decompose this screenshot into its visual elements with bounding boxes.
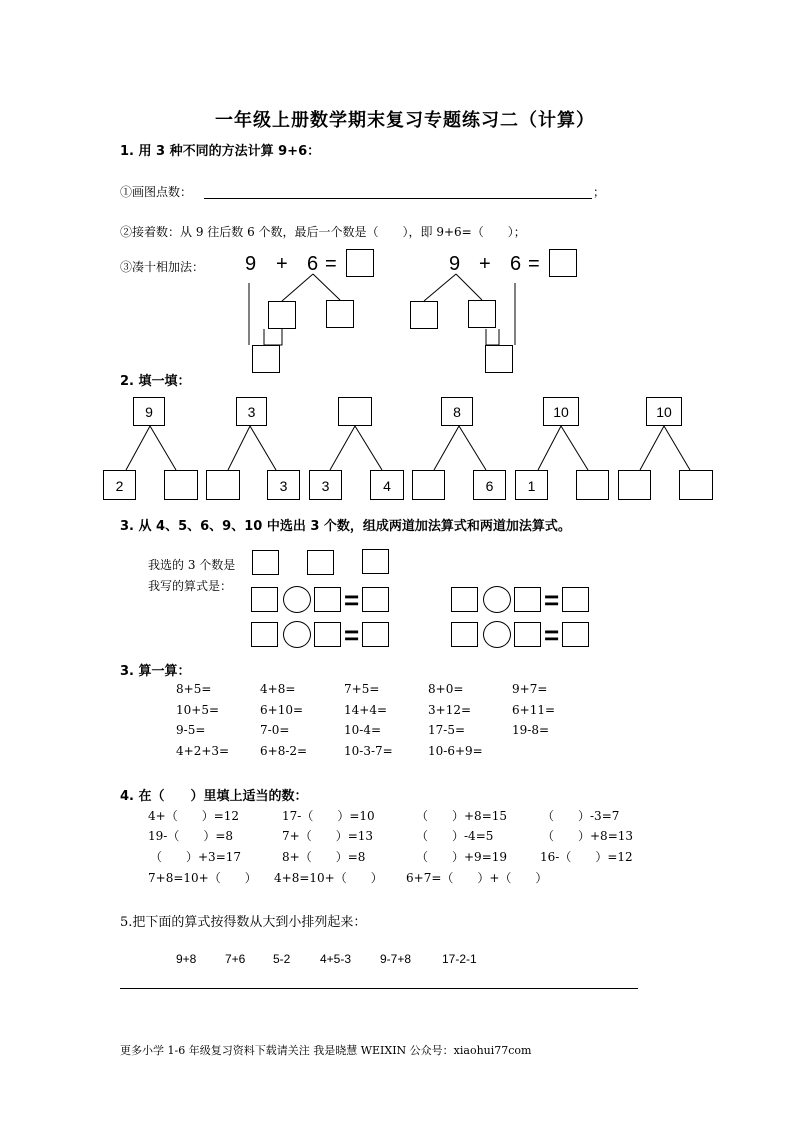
- q1-heading: 1. 用 3 种不同的方法计算 9+6：: [120, 144, 321, 159]
- formula1-operator-circle[interactable]: [283, 586, 311, 613]
- formula3-equals: =: [544, 585, 560, 615]
- eq2-equals: =: [528, 253, 540, 275]
- fill-r2-c4: （ ）+8=13: [542, 829, 634, 843]
- bond2-right[interactable]: 3: [267, 470, 300, 500]
- formula4-equals: =: [544, 620, 560, 650]
- calc-r3-c4: 17-5=: [428, 723, 466, 737]
- calc-r2-c5: 6+11=: [512, 703, 556, 717]
- fill-r1-c1: 4+（ ）=12: [148, 809, 240, 823]
- q5-answer-line[interactable]: [120, 988, 638, 989]
- formula3-operand-b[interactable]: [514, 587, 541, 612]
- eq1-equals: =: [325, 253, 337, 275]
- formula4-result[interactable]: [562, 622, 589, 647]
- formula1-operand-b[interactable]: [314, 587, 341, 612]
- eq2-num-a: 9: [449, 253, 461, 275]
- bond1-left[interactable]: 2: [103, 470, 136, 500]
- bond1-top[interactable]: 9: [133, 397, 165, 426]
- calc-r4-c4: 10-6+9=: [428, 744, 483, 758]
- chosen-number-box-2[interactable]: [307, 550, 334, 575]
- sort-item-4: 4+5-3: [320, 952, 352, 966]
- formula3-operand-a[interactable]: [451, 587, 478, 612]
- bond1-right[interactable]: [164, 470, 198, 500]
- chosen-number-box-3[interactable]: [362, 549, 389, 574]
- formula2-operand-a[interactable]: [251, 622, 278, 647]
- bond2-top[interactable]: 3: [236, 397, 267, 426]
- formula3-result[interactable]: [562, 587, 589, 612]
- bond4-right[interactable]: 6: [473, 470, 506, 500]
- calc-r2-c4: 3+12=: [428, 703, 472, 717]
- fill-r2-c2: 7+（ ）=13: [282, 829, 374, 843]
- q1-method1-label: ①画图点数：: [120, 185, 193, 199]
- fill-r1-c2: 17-（ ）=10: [282, 809, 375, 823]
- formula1-result[interactable]: [362, 587, 389, 612]
- bond3-left[interactable]: 3: [309, 470, 342, 500]
- bond6-left[interactable]: [618, 470, 651, 500]
- q1-method1-end: ；: [593, 185, 606, 199]
- formula2-result[interactable]: [362, 622, 389, 647]
- calc-r4-c1: 4+2+3=: [176, 744, 230, 758]
- q1-method3-label: ③凑十相加法：: [120, 260, 205, 274]
- sort-item-1: 9+8: [176, 952, 197, 966]
- calc-r2-c1: 10+5=: [176, 703, 220, 717]
- eq1-num-b: 6: [307, 253, 319, 275]
- bond5-left[interactable]: 1: [515, 470, 548, 500]
- formula1-operand-a[interactable]: [251, 587, 278, 612]
- fill-r1-c3: （ ）+8=15: [416, 809, 508, 823]
- fill-r1-c4: （ ）-3=7: [542, 809, 620, 823]
- sort-item-5: 9-7+8: [380, 952, 412, 966]
- calc-r3-c3: 10-4=: [344, 723, 382, 737]
- q5-heading: 5.把下面的算式按得数从大到小排列起来：: [120, 915, 367, 930]
- formula4-operand-a[interactable]: [451, 622, 478, 647]
- eq2-plus: +: [479, 253, 491, 275]
- q3-formula-label: 我写的算式是：: [148, 579, 233, 593]
- bond2-left[interactable]: [206, 470, 240, 500]
- bond6-right[interactable]: [679, 470, 713, 500]
- footer-note: 更多小学 1-6 年级复习资料下载请关注 我是晓慧 WEIXIN 公众号：xiaohui77com: [120, 1044, 532, 1057]
- calc-r4-c3: 10-3-7=: [344, 744, 393, 758]
- fill-r3-c4: 16-（ ）=12: [540, 850, 633, 864]
- sort-item-6: 17-2-1: [442, 952, 477, 966]
- calc-r3-c5: 19-8=: [512, 723, 550, 737]
- fill-r2-c1: 19-（ ）=8: [148, 829, 234, 843]
- calc-r1-c4: 8+0=: [428, 682, 464, 696]
- q3-chosen-label: 我选的 3 个数是: [148, 558, 236, 572]
- calc-r1-c1: 8+5=: [176, 682, 212, 696]
- bond4-left[interactable]: [412, 470, 445, 500]
- fill-r4-c2: 4+8=10+（ ）: [274, 871, 383, 885]
- eq1-num-a: 9: [245, 253, 257, 275]
- calc-r2-c2: 6+10=: [260, 703, 304, 717]
- fill-r2-c3: （ ）-4=5: [416, 829, 494, 843]
- chosen-number-box-1[interactable]: [252, 550, 279, 575]
- q2-heading: 2. 填一填：: [120, 374, 191, 389]
- bond5-right[interactable]: [576, 470, 609, 500]
- formula4-operator-circle[interactable]: [483, 621, 511, 648]
- sort-item-2: 7+6: [225, 952, 246, 966]
- q4-heading: 4. 在（ ）里填上适当的数：: [120, 789, 308, 804]
- q3b-heading: 3. 算一算：: [120, 664, 191, 679]
- fill-r3-c1: （ ）+3=17: [150, 850, 242, 864]
- formula1-equals: =: [344, 585, 360, 615]
- formula2-operand-b[interactable]: [314, 622, 341, 647]
- calc-r4-c2: 6+8-2=: [260, 744, 308, 758]
- calc-r2-c3: 14+4=: [344, 703, 388, 717]
- page-title: 一年级上册数学期末复习专题练习二（计算）: [215, 110, 595, 131]
- calc-r3-c2: 7-0=: [260, 723, 290, 737]
- bond3-right[interactable]: 4: [370, 470, 404, 500]
- fill-r4-c3: 6+7=（ ）+（ ）: [406, 871, 548, 885]
- bond5-top[interactable]: 10: [543, 397, 579, 426]
- bond4-top[interactable]: 8: [441, 397, 473, 426]
- calc-r1-c5: 9+7=: [512, 682, 548, 696]
- formula3-operator-circle[interactable]: [483, 586, 511, 613]
- formula2-equals: =: [344, 620, 360, 650]
- sort-item-3: 5-2: [273, 952, 291, 966]
- formula4-operand-b[interactable]: [514, 622, 541, 647]
- q3-heading: 3. 从 4、5、6、9、10 中选出 3 个数，组成两道加法算式和两道加法算式。: [120, 519, 571, 534]
- bond3-top[interactable]: [338, 397, 372, 426]
- q1-method2: ②接着数：从 9 往后数 6 个数，最后一个数是（ ），即 9+6=（ ）；: [120, 225, 526, 239]
- fill-r3-c3: （ ）+9=19: [416, 850, 508, 864]
- fill-r3-c2: 8+（ ）=8: [282, 850, 366, 864]
- calc-r3-c1: 9-5=: [176, 723, 206, 737]
- eq1-plus: +: [276, 253, 288, 275]
- bond6-top[interactable]: 10: [646, 397, 682, 426]
- fill-r4-c1: 7+8=10+（ ）: [148, 871, 257, 885]
- calc-r1-c3: 7+5=: [344, 682, 380, 696]
- calc-r1-c2: 4+8=: [260, 682, 296, 696]
- eq2-num-b: 6: [510, 253, 522, 275]
- formula2-operator-circle[interactable]: [283, 621, 311, 648]
